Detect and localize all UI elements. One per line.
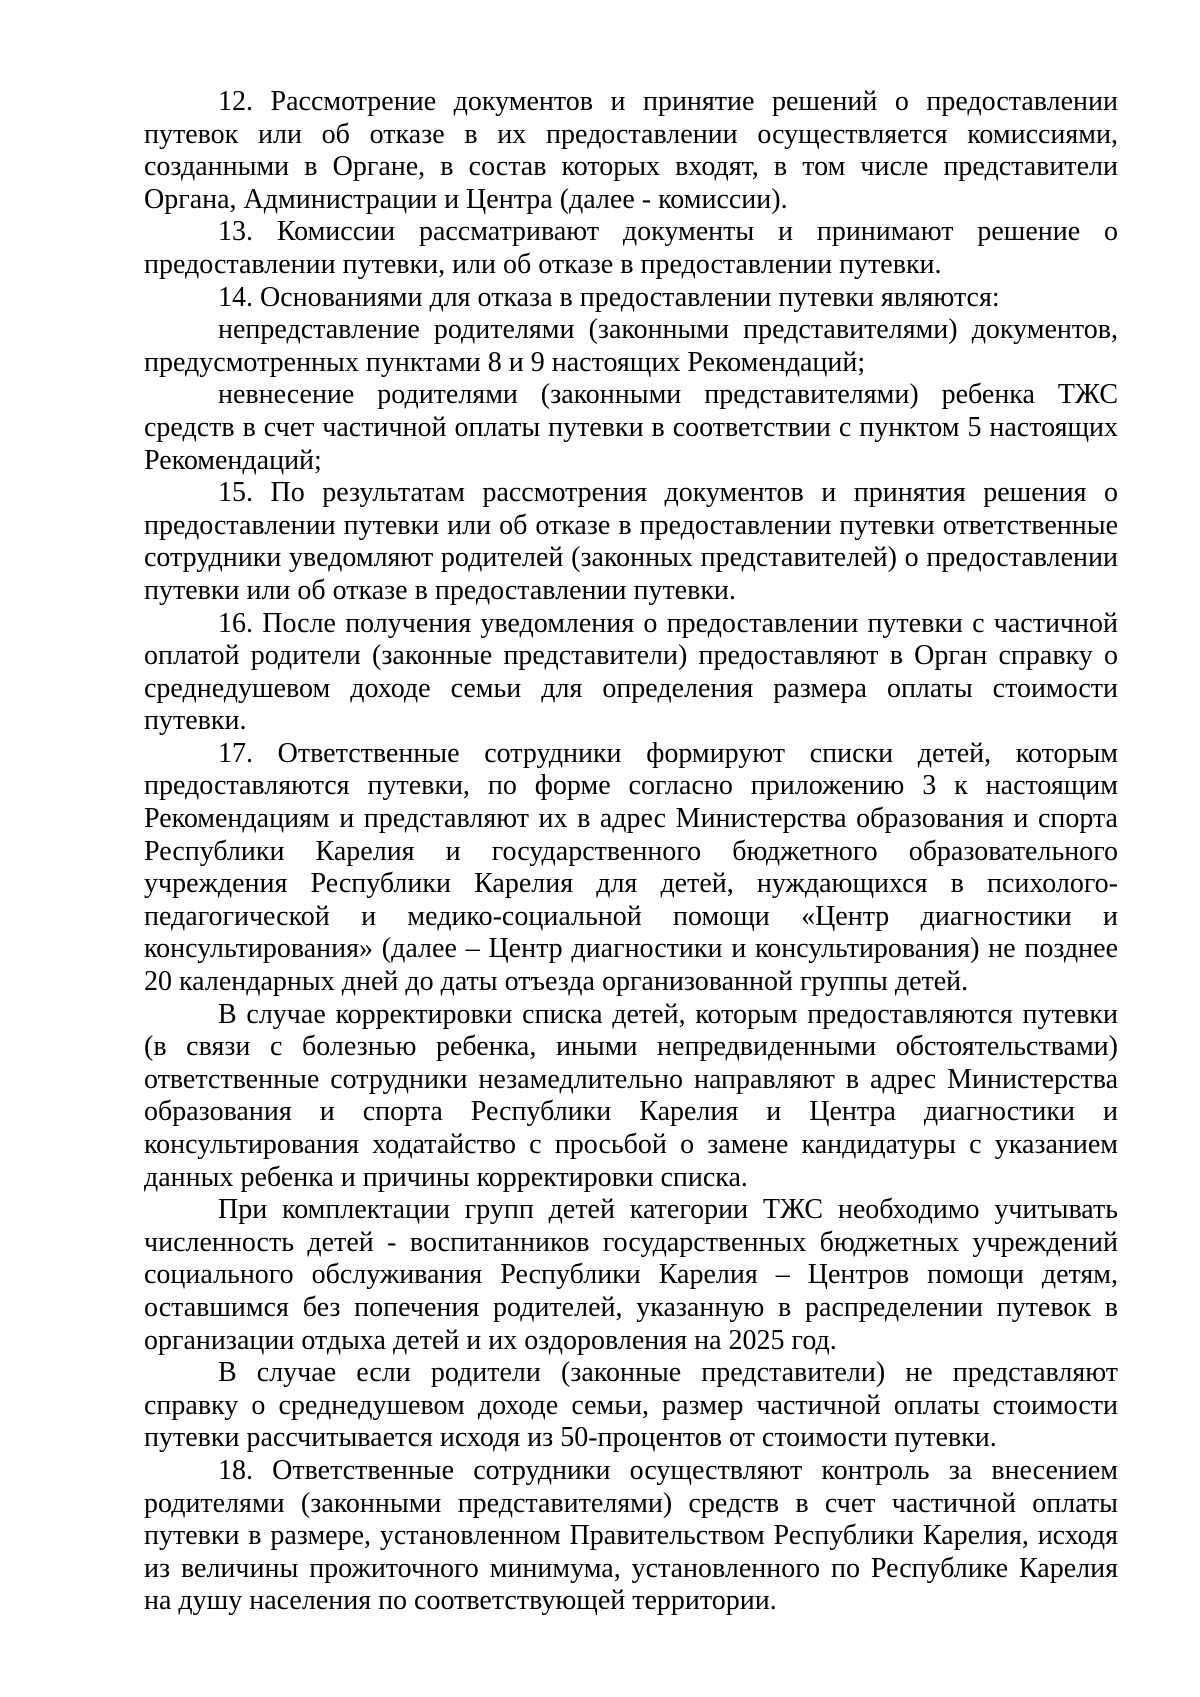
- paragraph-18: 18. Ответственные сотрудники осуществляют контроль за внесением родителями (законными представителями) средств в счет частичной оплаты путевки в размере, установленном Правительством Республики Карелия, исходя из величины прожиточного минимума, установленного по Республике Карелия на душу населения по соответствующей территории.: [144, 1454, 1118, 1617]
- paragraph-17-grouping: При комплектации групп детей категории ТЖС необходимо учитывать численность детей - воспитанников государственных бюджетных учреждений социального обслуживания Республики Карелия – Центров помощи детям, оставшимся без попечения родителей, указанную в распределении путевок в организации отдыха детей и их оздоровления на 2025 год.: [144, 1194, 1118, 1356]
- paragraph-14-item-1: непредставление родителями (законными представителями) документов, предусмотренных пунктами 8 и 9 настоящих Рекомендаций;: [144, 314, 1118, 378]
- paragraph-14-item-2: невнесение родителями (законными представителями) ребенка ТЖС средств в счет частичной оплаты путевки в соответствии с пунктом 5 настоящих Рекомендаций;: [144, 379, 1118, 476]
- paragraph-17-correction: В случае корректировки списка детей, которым предоставляются путевки (в связи с болезнью ребенка, иными непредвиденными обстоятельствами) ответственные сотрудники незамедлительно направляют в адрес Министерства образования и спорта Республики Карелия и Центра диагностики и консультирования ходатайство с просьбой о замене кандидатуры с указанием данных ребенка и причины корректировки списка.: [144, 998, 1118, 1193]
- document-body: [144, 86, 1118, 1618]
- paragraph-15: 15. По результатам рассмотрения документов и принятия решения о предоставлении путевки или об отказе в предоставлении путевки ответственные сотрудники уведомляют родителей (законных представителей) о предоставлении путевки или об отказе в предоставлении путевки.: [144, 477, 1118, 606]
- paragraph-17: 17. Ответственные сотрудники формируют списки детей, которым предоставляются путевки, по форме согласно приложению 3 к настоящим Рекомендациям и представляют их в адрес Министерства образования и спорта Республики Карелия и государственного бюджетного образовательного учреждения Республики Карелия для детей, нуждающихся в психолого-педагогической и медико-социальной помощи «Центр диагностики и консультирования» (далее – Центр диагностики и консультирования) не позднее 20 календарных дней до даты отъезда организованной группы детей.: [144, 737, 1118, 998]
- paragraph-14: 14. Основаниями для отказа в предоставлении путевки являются:: [218, 281, 1000, 313]
- paragraph-12: 12. Рассмотрение документов и принятие решений о предоставлении путевок или об отказе в их предоставлении осуществляется комиссиями, созданными в Органе, в состав которых входят, в том числе представители Органа, Администрации и Центра (далее - комиссии).: [144, 86, 1118, 215]
- paragraph-16: 16. После получения уведомления о предоставлении путевки с частичной оплатой родители (законные представители) предоставляют в Орган справку о среднедушевом доходе семьи для определения размера оплаты стоимости путевки.: [144, 607, 1118, 737]
- paragraph-13: 13. Комиссии рассматривают документы и принимают решение о предоставлении путевки, или об отказе в предоставлении путевки.: [144, 216, 1118, 280]
- paragraph-17-payment: В случае если родители (законные представители) не представляют справку о среднедушевом доходе семьи, размер частичной оплаты стоимости путевки рассчитывается исходя из 50-процентов от стоимости путевки.: [144, 1357, 1118, 1454]
